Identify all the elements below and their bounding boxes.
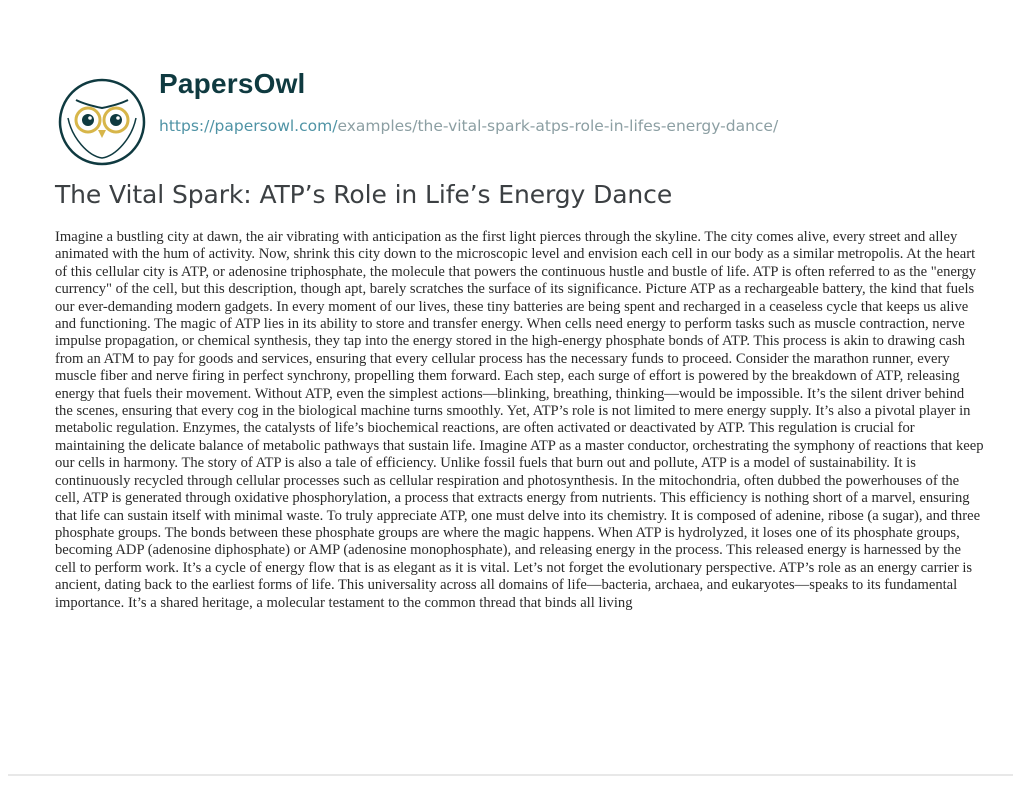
owl-face-icon xyxy=(58,78,146,166)
site-header xyxy=(58,50,988,160)
source-url-host: https://papersowl.com/ xyxy=(159,117,338,135)
brand-name: PapersOwl xyxy=(159,68,306,99)
document-title: The Vital Spark: ATP’s Role in Life’s Energy Dance xyxy=(55,180,673,209)
document-page xyxy=(8,8,1013,776)
owl-logo-graphic xyxy=(58,78,146,166)
document-body: Imagine a bustling city at dawn, the air vibrating with anticipation as the first light pierces through the skyline. The city comes alive, every street and alley animated with the hum of activity. Now, shrink this city down to the microscopic level and envision each cell in our body as a similar metropolis. At the heart of this cellular city is ATP, or adenosine triphosphate, the molecule that powers the continuous hustle and bustle of life. ATP is often referred to as the "energy currency" of the cell, but this description, though apt, barely scratches the surface of its significance. Picture ATP as a rechargeable battery, the kind that fuels our ever-demanding modern gadgets. In every moment of our lives, these tiny batteries are being spent and recharged in a ceaseless cycle that keeps us alive and functioning. The magic of ATP lies in its ability to store and transfer energy. When cells need energy to perform tasks such as muscle contraction, nerve impulse propagation, or chemical synthesis, they tap into the energy stored in the high-energy phosphate bonds of ATP. This process is akin to drawing cash from an ATM to pay for goods and services, ensuring that every cellular process has the necessary funds to proceed. Consider the marathon runner, every muscle fiber and nerve firing in perfect synchrony, propelling them forward. Each step, each surge of effort is powered by the breakdown of ATP, releasing energy that fuels their movement. Without ATP, even the simplest actions—blinking, breathing, thinking—would be impossible. It’s the silent driver behind the scenes, ensuring that every cog in the biological machine turns smoothly. Yet, ATP’s role is not limited to mere energy supply. It’s also a pivotal player in metabolic regulation. Enzymes, the catalysts of life’s biochemical reactions, are often activated or deactivated by ATP. This regulation is crucial for maintaining the delicate balance of metabolic pathways that sustain life. Imagine ATP as a master conductor, orchestrating the symphony of reactions that keep our cells in harmony. The story of ATP is also a tale of efficiency. Unlike fossil fuels that burn out and pollute, ATP is a model of sustainability. It is continuously recycled through cellular processes such as cellular respiration and photosynthesis. In the mitochondria, often dubbed the powerhouses of the cell, ATP is generated through oxidative phosphorylation, a process that extracts energy from nutrients. This efficiency is nothing short of a marvel, ensuring that life can sustain itself with minimal waste. To truly appreciate ATP, one must delve into its chemistry. It is composed of adenine, ribose (a sugar), and three phosphate groups. The bonds between these phosphate groups are where the magic happens. When ATP is hydrolyzed, it loses one of its phosphate groups, becoming ADP (adenosine diphosphate) or AMP (adenosine monophosphate), and releasing energy in the process. This released energy is harnessed by the cell to perform work. It’s a cycle of energy flow that is as elegant as it is vital. Let’s not forget the evolutionary perspective. ATP’s role as an energy carrier is ancient, dating back to the earliest forms of life. This universality across all domains of life—bacteria, archaea, and eukaryotes—speaks to its fundamental importance. It’s a shared heritage, a molecular testament to the common thread that binds all living xyxy=(55,229,984,611)
source-url-path: examples/the-vital-spark-atps-role-in-lifes-energy-dance/ xyxy=(337,117,779,135)
source-url-link[interactable] xyxy=(159,117,778,135)
